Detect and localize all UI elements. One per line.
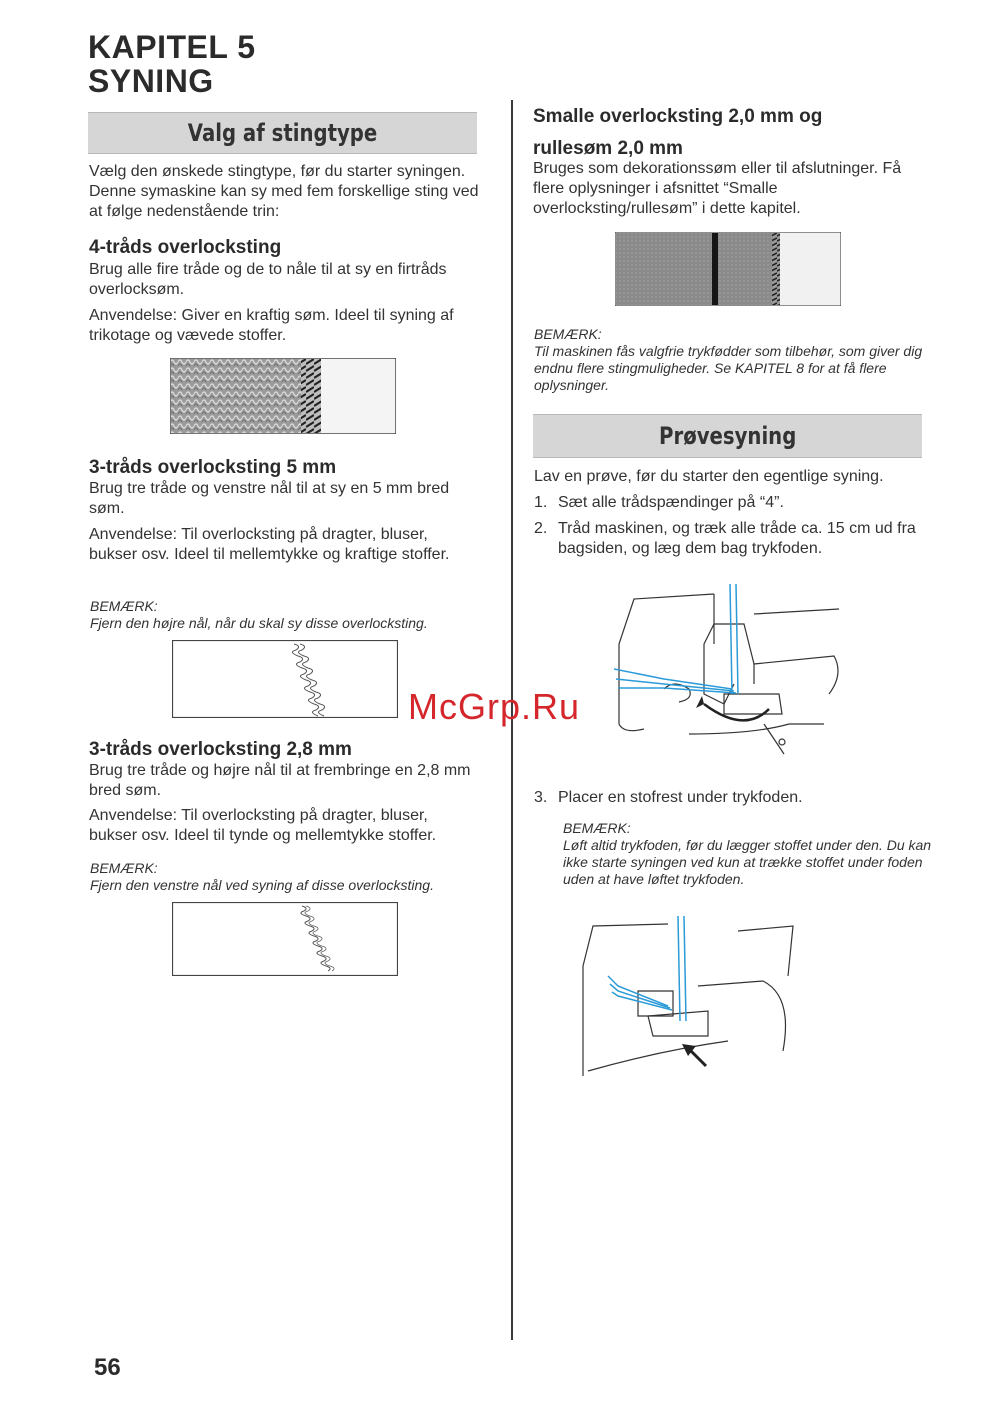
text-4-thread: Brug alle fire tråde og de to nåle til at sy en firtråds overlocksøm.	[89, 261, 447, 298]
usage-4-thread: Anvendelse: Giver en kraftig søm. Ideel til syning af trikotage og vævede stoffer.	[89, 307, 454, 344]
chapter-number: KAPITEL 5	[88, 29, 256, 65]
step-number: 3.	[534, 789, 548, 806]
note-text: Fjern den venstre nål ved syning af disse overlocksting.	[90, 877, 434, 893]
note-presser-feet	[534, 326, 924, 394]
text-3-thread-2-8mm: Brug tre tråde og højre nål til at frembringe en 2,8 mm bred søm.	[89, 762, 471, 799]
heading-4-thread: 4-tråds overlocksting	[89, 237, 282, 258]
note-text: Løft altid trykfoden, før du lægger stoffet under den. Du kan ikke starte syningen ved kun at trække stoffet under foden uden at have løftet trykfoden.	[563, 837, 932, 887]
note-label: BEMÆRK:	[90, 860, 158, 876]
note-3-thread-5mm	[90, 598, 490, 632]
heading-3-thread-5mm: 3-tråds overlocksting 5 mm	[89, 457, 337, 478]
heading-narrow-overlock-2: rullesøm 2,0 mm	[533, 138, 683, 159]
step-text: Placer en stofrest under trykfoden.	[558, 789, 803, 806]
step-item	[534, 519, 924, 559]
step-item	[534, 493, 924, 513]
section-banner-test-sewing	[533, 414, 922, 458]
note-text: Til maskinen fås valgfrie trykfødder som tilbehør, som giver dig endnu flere stingmuligheder. Se KAPITEL 8 for at få flere oplysninger.	[534, 343, 923, 393]
note-label: BEMÆRK:	[534, 326, 602, 342]
heading-narrow-overlock-1: Smalle overlocksting 2,0 mm og	[533, 106, 823, 127]
chapter-name: SYNING	[88, 63, 214, 99]
step-number: 2.	[534, 520, 548, 537]
step-item	[534, 788, 924, 808]
illustration-threads-behind-foot	[604, 584, 844, 774]
heading-3-thread-2-8mm: 3-tråds overlocksting 2,8 mm	[89, 739, 352, 760]
banner-title: Prøvesyning	[658, 422, 797, 450]
chapter-title	[88, 30, 256, 98]
watermark: McGrp.Ru	[408, 686, 581, 727]
note-3-thread-2-8mm	[90, 860, 500, 894]
note-label: BEMÆRK:	[90, 598, 158, 614]
section-banner-stitch-type	[88, 112, 477, 154]
illustration-fabric-under-foot	[578, 916, 808, 1081]
page-number: 56	[94, 1354, 121, 1381]
stitch-sample-3-thread-5mm	[172, 640, 398, 718]
note-label: BEMÆRK:	[563, 820, 631, 836]
usage-3-thread-2-8mm: Anvendelse: Til overlocksting på dragter, bluser, bukser osv. Ideel til tynde og mellemtykke stoffer.	[89, 807, 437, 844]
step-number: 1.	[534, 494, 548, 511]
step-text: Sæt alle trådspændinger på “4”.	[558, 494, 784, 511]
stitch-sample-narrow-overlock	[615, 232, 841, 306]
stitch-sample-4-thread	[170, 358, 396, 434]
banner-title: Valg af stingtype	[187, 119, 378, 147]
note-text: Fjern den højre nål, når du skal sy disse overlocksting.	[90, 615, 428, 631]
text-3-thread-5mm: Brug tre tråde og venstre nål til at sy en 5 mm bred søm.	[89, 480, 450, 517]
text-narrow-overlock: Bruges som dekorationssøm eller til afslutninger. Få flere oplysninger i afsnittet “Smalle overlocksting/rullesøm” i dette kapitel.	[533, 160, 902, 217]
note-lift-presser-foot	[563, 820, 933, 888]
step-list	[534, 493, 924, 559]
stitch-sample-3-thread-2-8mm	[172, 902, 398, 976]
step-3	[534, 788, 924, 808]
test-intro: Lav en prøve, før du starter den egentlige syning.	[534, 468, 884, 485]
intro-text: Vælg den ønskede stingtype, før du starter syningen. Denne symaskine kan sy med fem forskellige sting ved at følge nedenstående trin:	[89, 163, 479, 220]
step-text: Tråd maskinen, og træk alle tråde ca. 15 cm ud fra bagsiden, og læg dem bag trykfoden.	[558, 520, 916, 557]
usage-3-thread-5mm: Anvendelse: Til overlocksting på dragter, bluser, bukser osv. Ideel til mellemtykke og kraftige stoffer.	[89, 526, 450, 563]
